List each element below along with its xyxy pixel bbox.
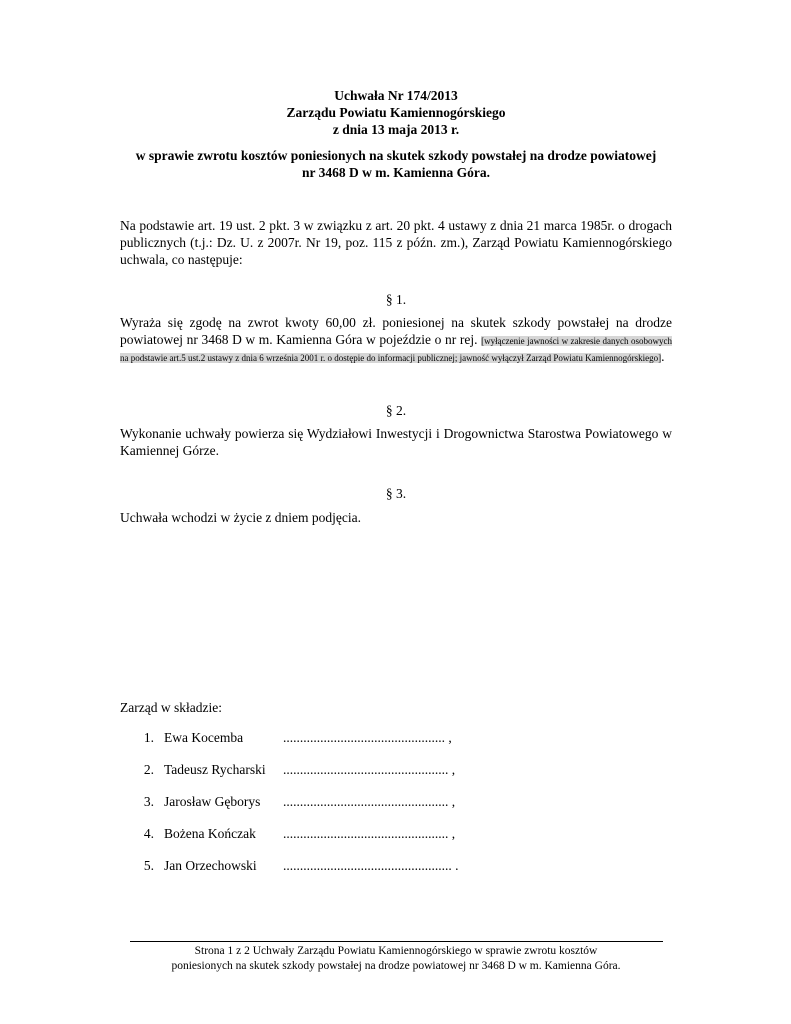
signature-line: ................................................. , <box>283 826 456 841</box>
resolution-date: z dnia 13 maja 2013 r. <box>332 122 460 137</box>
footer-line-2: poniesionych na skutek szkody powstałej na drodze powiatowej nr 3468 D w m. Kamienna Góra. <box>171 960 621 972</box>
resolution-title: Uchwała Nr 174/2013 <box>334 88 458 103</box>
footer-line-1: Strona 1 z 2 Uchwały Zarządu Powiatu Kamiennogórskiego w sprawie zwrotu kosztów <box>194 945 598 957</box>
section-1-end: . <box>661 349 665 364</box>
member-name: Jan Orzechowski <box>164 858 257 873</box>
resolution-header <box>120 87 672 138</box>
redaction-notice: [wyłączenie jawności w zakresie danych osobowych na podstawie art.5 ust.2 ustawy z dnia 6 września 2001 r. o dostępie do informacji publicznej; jawność wyłączył Zarząd Powiatu Kamiennogórskiego] <box>120 336 672 363</box>
section-2-text: Wykonanie uchwały powierza się Wydziałowi Inwestycji i Drogownictwa Starostwa Powiatowego w Kamiennej Górze. <box>120 426 672 458</box>
signature-line: ................................................. , <box>283 794 456 809</box>
footer-divider <box>130 941 663 942</box>
list-item <box>140 857 540 889</box>
signature-line: .................................................. . <box>283 858 459 873</box>
member-name: Jarosław Gęborys <box>164 794 261 809</box>
member-name: Tadeusz Rycharski <box>164 762 266 777</box>
section-1-body: Wyraża się zgodę na zwrot kwoty 60,00 zł. poniesionej na skutek szkody powstałej na drodze powiatowej nr 3468 D w m. Kamienna Góra w pojeździe o nr rej. <box>120 315 672 347</box>
list-item <box>140 729 540 761</box>
member-number: 3. <box>143 794 154 809</box>
member-number: 5. <box>143 858 154 873</box>
board-label: Zarząd w składzie: <box>120 700 222 715</box>
member-name: Ewa Kocemba <box>164 730 244 745</box>
page-footer <box>120 944 672 974</box>
signature-line: ................................................. , <box>283 762 456 777</box>
resolution-subject <box>120 147 672 181</box>
subject-line-2: nr 3468 D w m. Kamienna Góra. <box>302 165 490 180</box>
member-number: 2. <box>143 762 154 777</box>
list-item <box>140 793 540 825</box>
section-1-mark: § 1. <box>385 292 407 307</box>
list-item <box>140 761 540 793</box>
section-3-text: Uchwała wchodzi w życie z dniem podjęcia. <box>120 510 362 525</box>
subject-line-1: w sprawie zwrotu kosztów poniesionych na skutek szkody powstałej na drodze powiatowej <box>135 148 657 163</box>
resolution-issuer: Zarządu Powiatu Kamiennogórskiego <box>286 105 506 120</box>
member-number: 4. <box>143 826 154 841</box>
list-item <box>140 825 540 857</box>
section-2-mark: § 2. <box>385 403 407 418</box>
board-members-list <box>140 729 540 889</box>
section-3-mark: § 3. <box>385 486 407 501</box>
signature-line: ................................................ , <box>283 730 452 745</box>
member-number: 1. <box>143 730 154 745</box>
member-name: Bożena Kończak <box>164 826 256 841</box>
section-1-text <box>120 314 672 365</box>
preamble: Na podstawie art. 19 ust. 2 pkt. 3 w związku z art. 20 pkt. 4 ustawy z dnia 21 marca 1985r. o drogach publicznych (t.j.: Dz. U. z 2007r. Nr 19, poz. 115 z późn. zm.), Zarząd Powiatu Kamiennogórskiego uchwala, co następuje: <box>120 218 672 267</box>
